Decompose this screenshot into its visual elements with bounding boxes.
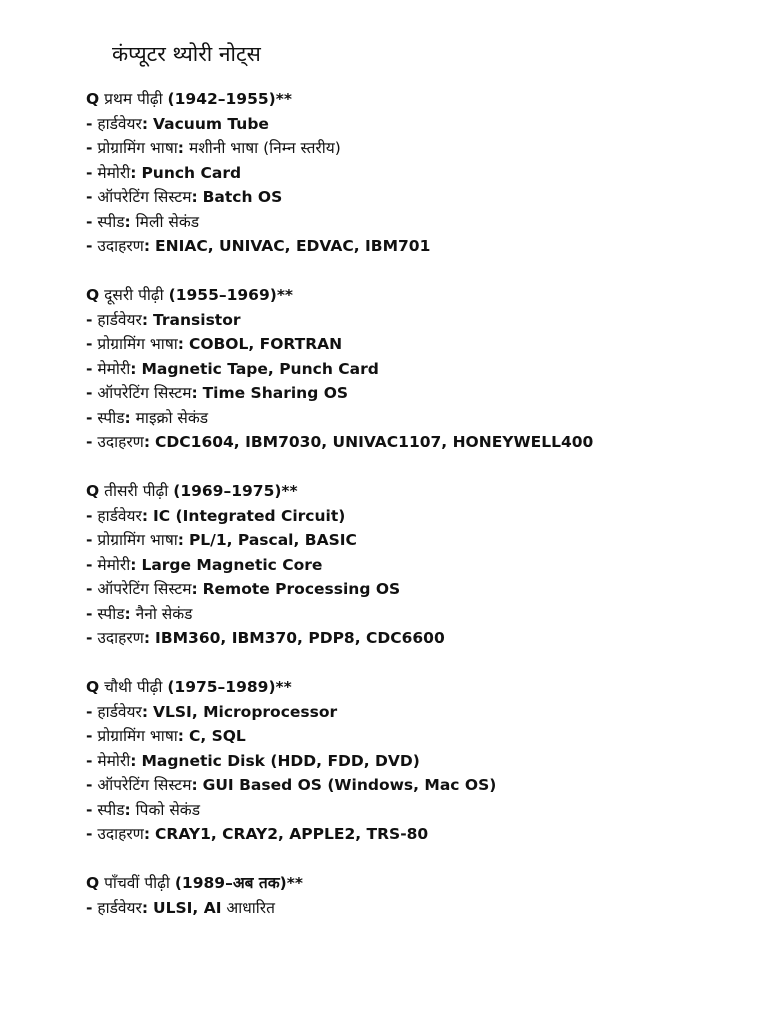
item-dash: - (86, 359, 93, 378)
item-colon: : (130, 751, 137, 770)
item-dash: - (86, 139, 93, 157)
note-item (86, 234, 746, 259)
note-item (86, 161, 746, 186)
item-colon: : (130, 555, 137, 574)
note-item (86, 136, 746, 161)
item-colon: : (177, 335, 184, 353)
item-value: GUI Based OS (Windows, Mac OS) (202, 776, 497, 794)
note-item (86, 308, 746, 333)
item-label: हार्डवेयर (97, 310, 142, 329)
note-item (86, 210, 746, 235)
item-label: प्रोग्रामिंग भाषा (97, 531, 178, 549)
item-colon: : (177, 531, 184, 549)
item-dash: - (86, 776, 93, 794)
note-item (86, 700, 746, 725)
item-dash: - (86, 506, 93, 525)
note-item (86, 798, 746, 823)
item-label: स्पीड (97, 604, 125, 623)
item-dash: - (86, 604, 93, 623)
item-label: हार्डवेयर (97, 898, 142, 917)
item-value-plain: पिको सेकंड (135, 800, 200, 819)
item-value: COBOL, FORTRAN (188, 335, 343, 353)
section-heading (86, 283, 746, 308)
note-item (86, 332, 746, 357)
item-colon: : (130, 163, 137, 182)
item-colon: : (143, 825, 151, 843)
generation-section (86, 479, 746, 651)
item-label: हार्डवेयर (97, 506, 142, 525)
item-value: ENIAC, UNIVAC, EDVAC, IBM701 (155, 237, 431, 255)
item-value-plain: आधारित (226, 898, 275, 917)
item-label: ऑपरेटिंग सिस्टम (97, 776, 192, 794)
item-colon: : (177, 727, 184, 745)
page-title: कंप्यूटर थ्योरी नोट्स (112, 42, 261, 66)
note-item (86, 504, 746, 529)
item-colon: : (130, 359, 137, 378)
item-dash: - (86, 531, 93, 549)
generation-name: पाँचवीं पीढ़ी (104, 874, 170, 892)
generation-name: तीसरी पीढ़ी (104, 482, 169, 500)
note-item (86, 185, 746, 210)
item-value: Punch Card (141, 163, 242, 182)
item-dash: - (86, 114, 93, 133)
item-dash: - (86, 188, 93, 206)
question-marker: Q (86, 678, 100, 696)
item-colon: : (124, 212, 131, 231)
note-item (86, 406, 746, 431)
item-colon: : (191, 188, 198, 206)
generation-years: (1975–1989)** (167, 678, 292, 696)
item-dash: - (86, 163, 93, 182)
item-value: Transistor (153, 310, 241, 329)
item-value: Magnetic Tape, Punch Card (141, 359, 379, 378)
question-marker: Q (86, 90, 100, 108)
item-value: CDC1604, IBM7030, UNIVAC1107, HONEYWELL400 (155, 433, 594, 451)
item-label: उदाहरण (97, 237, 144, 255)
item-label: ऑपरेटिंग सिस्टम (97, 384, 192, 402)
section-heading (86, 871, 746, 896)
item-label: हार्डवेयर (97, 702, 142, 721)
item-dash: - (86, 580, 93, 598)
item-label: ऑपरेटिंग सिस्टम (97, 188, 192, 206)
item-value: CRAY1, CRAY2, APPLE2, TRS-80 (155, 825, 429, 843)
note-item (86, 822, 746, 847)
note-item (86, 381, 746, 406)
item-label: हार्डवेयर (97, 114, 142, 133)
item-value: IBM360, IBM370, PDP8, CDC6600 (155, 629, 445, 647)
item-colon: : (141, 898, 149, 917)
note-item (86, 528, 746, 553)
generation-section (86, 87, 746, 259)
note-item (86, 626, 746, 651)
note-item (86, 577, 746, 602)
item-dash: - (86, 335, 93, 353)
item-dash: - (86, 751, 93, 770)
item-label: प्रोग्रामिंग भाषा (97, 335, 178, 353)
question-marker: Q (86, 482, 100, 500)
section-heading (86, 675, 746, 700)
item-value-plain: मशीनी भाषा (निम्न स्तरीय) (188, 139, 341, 157)
section-heading (86, 479, 746, 504)
item-label: ऑपरेटिंग सिस्टम (97, 580, 192, 598)
item-label: स्पीड (97, 800, 125, 819)
item-dash: - (86, 310, 93, 329)
item-dash: - (86, 629, 93, 647)
item-colon: : (191, 384, 198, 402)
item-colon: : (143, 629, 151, 647)
item-label: मेमोरी (97, 359, 131, 378)
generation-section (86, 871, 746, 920)
item-value-plain: माइक्रो सेकंड (135, 408, 209, 427)
item-value: VLSI, Microprocessor (153, 702, 338, 721)
item-dash: - (86, 384, 93, 402)
item-label: उदाहरण (97, 433, 144, 451)
item-value: ULSI, AI (153, 898, 222, 917)
item-dash: - (86, 555, 93, 574)
generation-section (86, 283, 746, 455)
note-item (86, 430, 746, 455)
note-item (86, 896, 746, 921)
note-item (86, 724, 746, 749)
item-colon: : (124, 800, 131, 819)
item-label: उदाहरण (97, 629, 144, 647)
note-item (86, 112, 746, 137)
item-label: मेमोरी (97, 555, 131, 574)
item-dash: - (86, 727, 93, 745)
generation-years: (1955–1969)** (168, 286, 294, 304)
generation-years: (1969–1975)** (173, 482, 298, 500)
item-colon: : (191, 776, 198, 794)
item-dash: - (86, 212, 93, 231)
note-item (86, 553, 746, 578)
note-item (86, 602, 746, 627)
item-value: Large Magnetic Core (141, 555, 323, 574)
note-item (86, 773, 746, 798)
item-colon: : (124, 408, 131, 427)
item-value: Magnetic Disk (HDD, FDD, DVD) (141, 751, 420, 770)
item-value: Vacuum Tube (153, 114, 269, 133)
item-value: Time Sharing OS (202, 384, 349, 402)
item-value: IC (Integrated Circuit) (153, 506, 346, 525)
item-label: मेमोरी (97, 163, 131, 182)
item-value: Batch OS (202, 188, 283, 206)
item-colon: : (141, 114, 149, 133)
item-value: Remote Processing OS (202, 580, 401, 598)
note-item (86, 749, 746, 774)
item-colon: : (124, 604, 131, 623)
notes-content (86, 87, 746, 945)
item-value-plain: मिली सेकंड (135, 212, 200, 231)
generation-name: प्रथम पीढ़ी (104, 90, 163, 108)
item-colon: : (141, 702, 149, 721)
generation-years: (1989–अब तक)** (174, 874, 303, 892)
item-colon: : (141, 506, 149, 525)
question-marker: Q (86, 874, 100, 892)
item-dash: - (86, 898, 93, 917)
note-item (86, 357, 746, 382)
item-value: PL/1, Pascal, BASIC (188, 531, 357, 549)
generation-section (86, 675, 746, 847)
item-value: C, SQL (188, 727, 246, 745)
item-dash: - (86, 237, 93, 255)
item-dash: - (86, 825, 93, 843)
item-colon: : (177, 139, 184, 157)
item-label: उदाहरण (97, 825, 144, 843)
item-colon: : (143, 433, 151, 451)
question-marker: Q (86, 286, 100, 304)
item-dash: - (86, 702, 93, 721)
item-label: प्रोग्रामिंग भाषा (97, 139, 178, 157)
generation-years: (1942–1955)** (167, 90, 292, 108)
item-dash: - (86, 800, 93, 819)
generation-name: चौथी पीढ़ी (104, 678, 163, 696)
item-dash: - (86, 433, 93, 451)
item-dash: - (86, 408, 93, 427)
item-colon: : (143, 237, 151, 255)
generation-name: दूसरी पीढ़ी (104, 286, 164, 304)
item-value-plain: नैनो सेकंड (135, 604, 193, 623)
item-label: स्पीड (97, 212, 125, 231)
item-label: प्रोग्रामिंग भाषा (97, 727, 178, 745)
item-colon: : (141, 310, 149, 329)
item-label: स्पीड (97, 408, 125, 427)
item-colon: : (191, 580, 198, 598)
section-heading (86, 87, 746, 112)
item-label: मेमोरी (97, 751, 131, 770)
